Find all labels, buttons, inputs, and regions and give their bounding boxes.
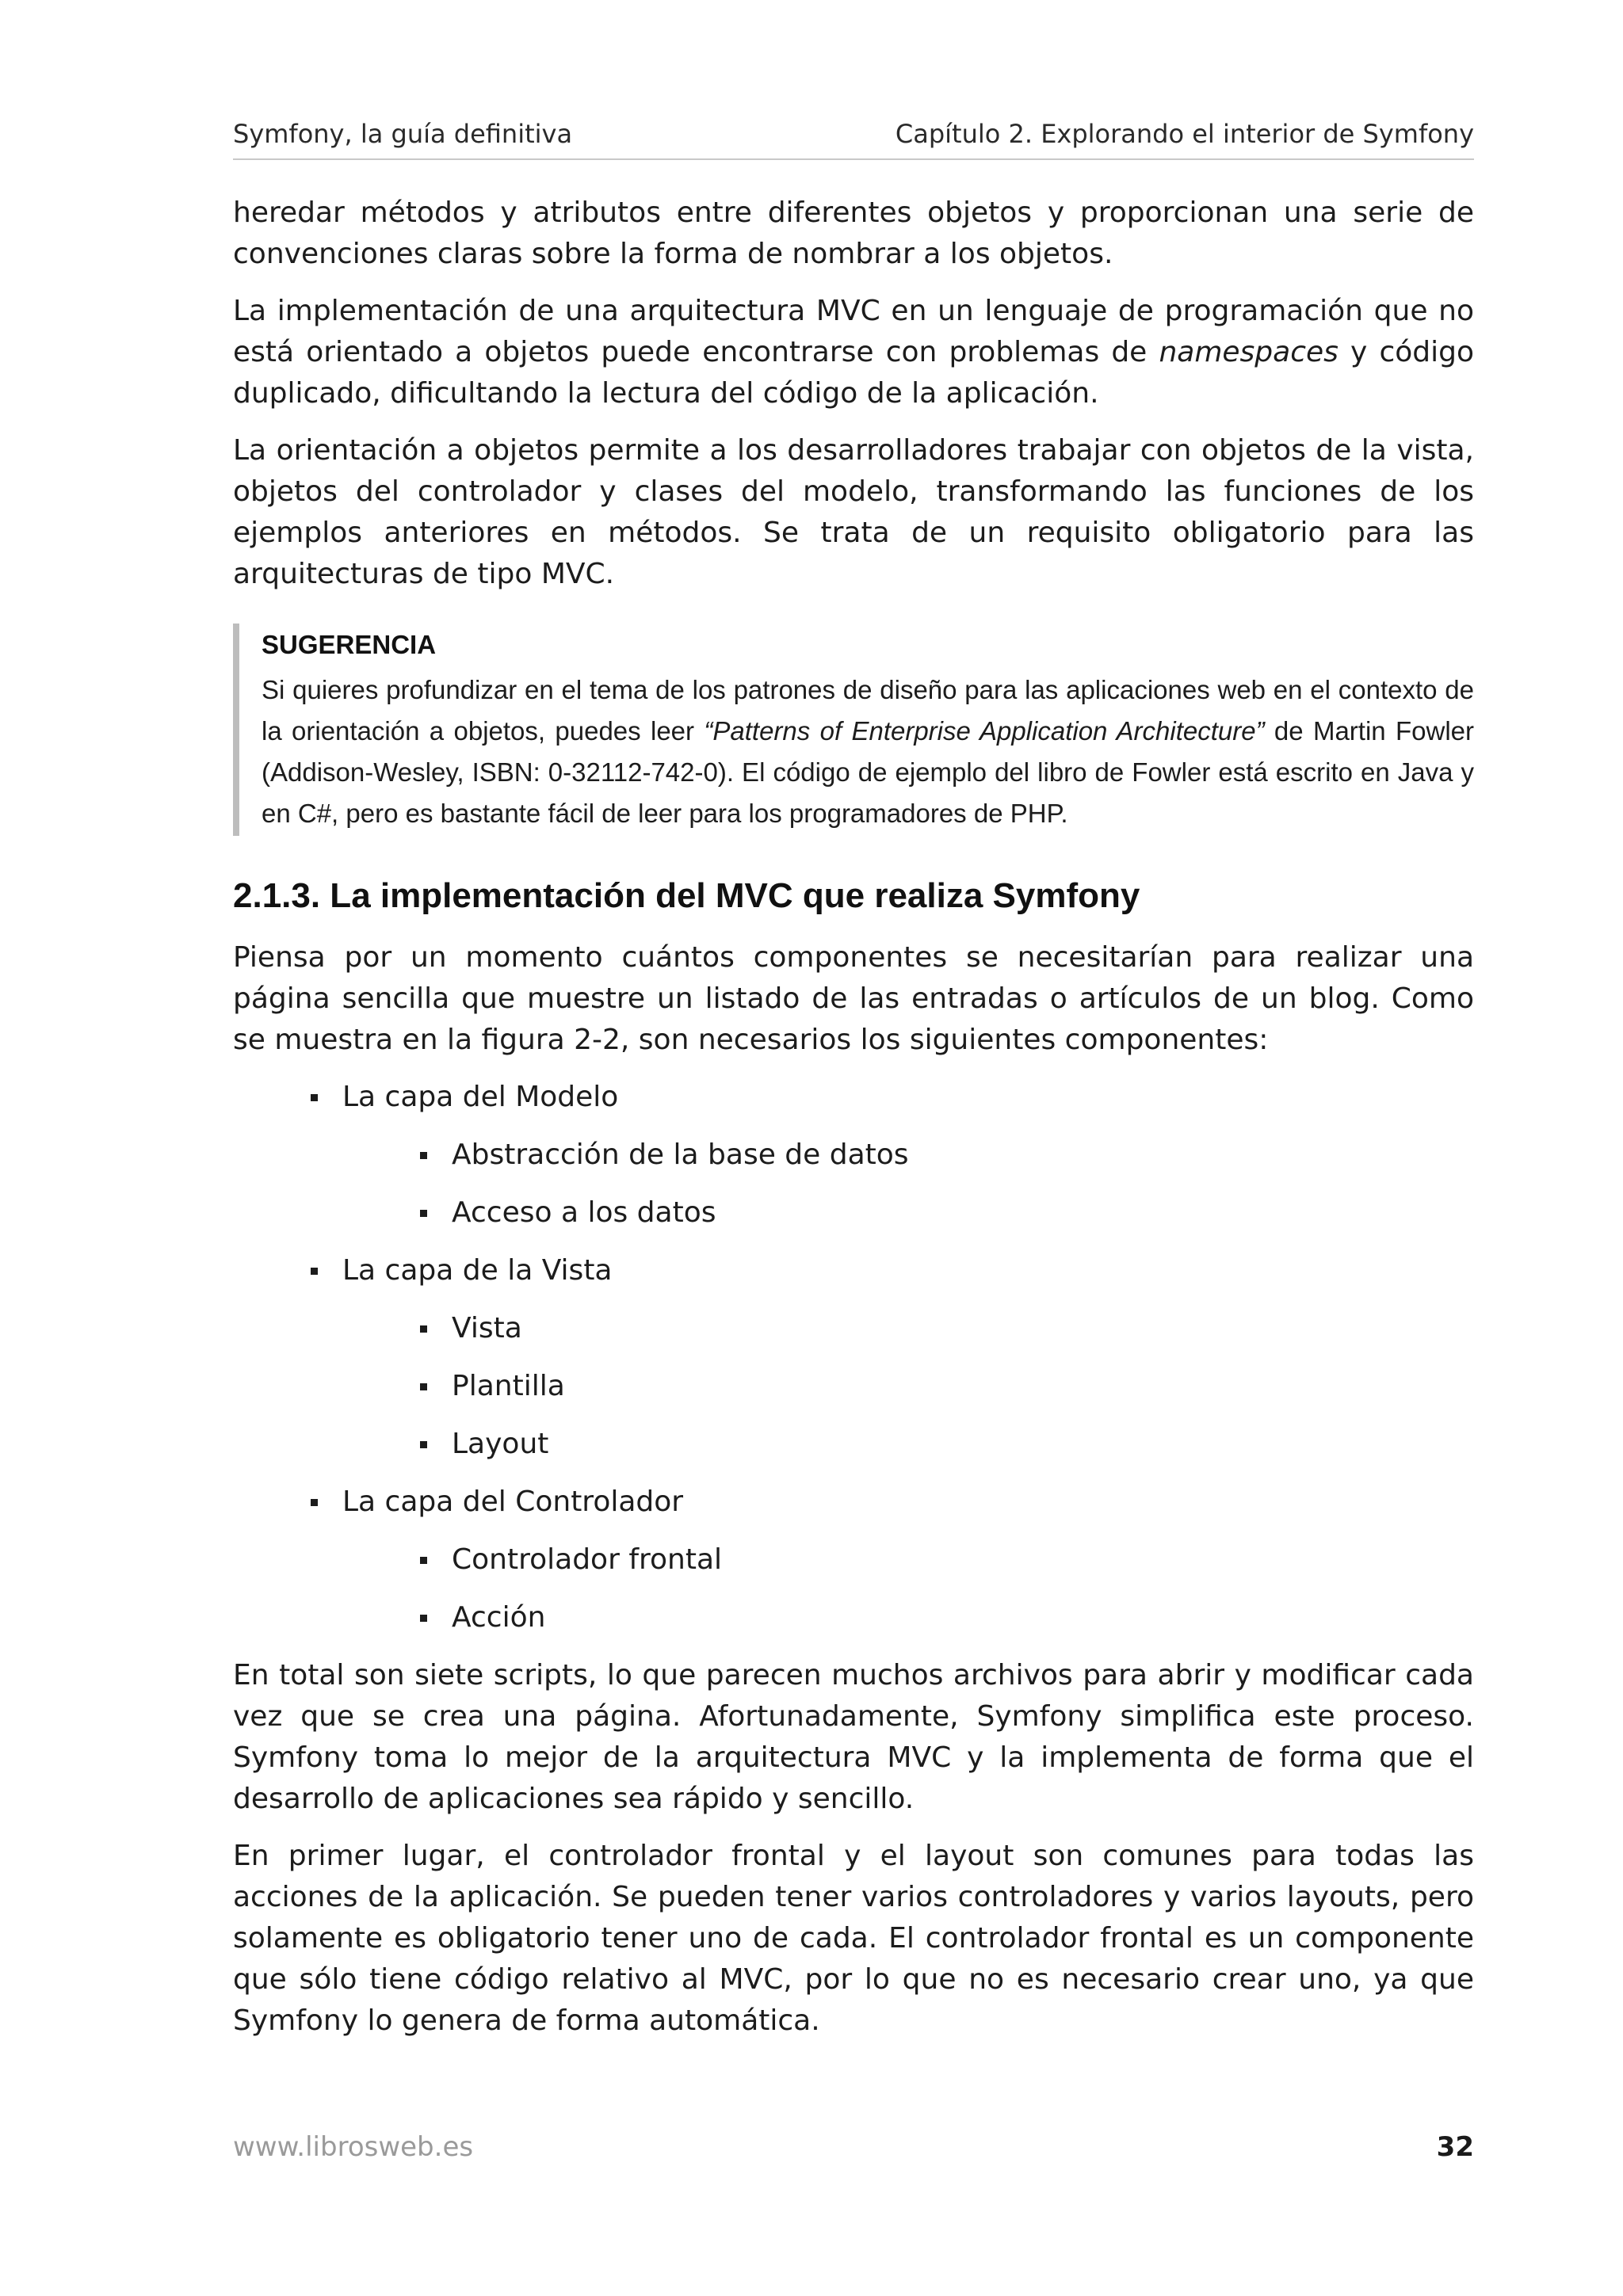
list-item	[233, 1366, 1474, 1407]
list-item-label: La capa de la Vista	[342, 1254, 613, 1287]
list-item	[233, 1192, 1474, 1234]
page-number: 32	[1436, 2131, 1474, 2163]
book-reference: “Patterns of Enterprise Application Architecture”	[704, 716, 1265, 746]
tip-box	[233, 624, 1474, 836]
list-item	[233, 1135, 1474, 1176]
bullet-icon	[420, 1152, 427, 1159]
list-item	[233, 1424, 1474, 1465]
components-list	[233, 1077, 1474, 1638]
paragraph: heredar métodos y atributos entre diferentes objetos y proporcionan una serie de convenciones claras sobre la forma de nombrar a los objetos.	[233, 196, 1474, 270]
running-header	[233, 119, 1474, 160]
bullet-icon	[420, 1615, 427, 1622]
bullet-icon	[311, 1268, 318, 1275]
list-item	[233, 1597, 1474, 1638]
list-item	[233, 1077, 1474, 1118]
website-link[interactable]: www.librosweb.es	[233, 2131, 474, 2163]
list-item-label: La capa del Controlador	[342, 1486, 684, 1518]
page-content	[233, 193, 1474, 2058]
paragraph-text: La implementación de una arquitectura MVC en un lenguaje de programación que no está orientado a objetos puede encontrarse con problemas de	[233, 295, 1474, 368]
list-item-label: Layout	[452, 1428, 549, 1460]
emphasis-term: namespaces	[1159, 336, 1338, 368]
bullet-icon	[420, 1441, 427, 1448]
tip-text: de Martin Fowler (Addison-Wesley, ISBN: 0-32112-742-0). El código de ejemplo del libro de Fowler está escrito en Java y en C#, pero es bastante fácil de leer para los programadores de PHP.	[262, 716, 1474, 828]
bullet-icon	[420, 1383, 427, 1390]
list-item-label: Controlador frontal	[452, 1543, 723, 1576]
bullet-icon	[420, 1210, 427, 1217]
tip-text: Si quieres profundizar en el tema de los patrones de diseño para las aplicaciones web en el contexto de la orientación a objetos, puedes leer	[262, 675, 1474, 746]
list-item-label: Vista	[452, 1312, 522, 1344]
paragraph: En primer lugar, el controlador frontal y el layout son comunes para todas las acciones de la aplicación. Se pueden tener varios controladores y varios layouts, pero solamente es obligatorio tener uno de cada. El controlador frontal es un componente que sólo tiene código relativo al MVC, por lo que no es necesario crear uno, ya que Symfony lo genera de forma automática.	[233, 1840, 1474, 2037]
tip-title: SUGERENCIA	[262, 630, 437, 659]
paragraph: En total son siete scripts, lo que parecen muchos archivos para abrir y modificar cada vez que se crea una página. Afortunadamente, Symfony simplifica este proceso. Symfony toma lo mejor de la arquitectura MVC y la implementa de forma que el desarrollo de aplicaciones sea rápido y sencillo.	[233, 1659, 1474, 1815]
book-title: Symfony, la guía definitiva	[233, 119, 573, 149]
list-item	[233, 1539, 1474, 1581]
bullet-icon	[311, 1094, 318, 1101]
list-item-label: Acción	[452, 1601, 546, 1634]
list-item-label: Abstracción de la base de datos	[452, 1138, 909, 1171]
chapter-title: Capítulo 2. Explorando el interior de Symfony	[895, 119, 1474, 149]
section-heading: 2.1.3. La implementación del MVC que realiza Symfony	[233, 876, 1140, 915]
paragraph-text: y código duplicado, dificultando la lectura del código de la aplicación.	[233, 336, 1475, 410]
tip-body	[262, 669, 1474, 834]
list-item-label: Plantilla	[452, 1370, 565, 1402]
paragraph: Piensa por un momento cuántos componentes se necesitarían para realizar una página sencilla que muestre un listado de las entradas o artículos de un blog. Como se muestra en la figura 2-2, son necesarios los siguientes componentes:	[233, 941, 1474, 1056]
list-item-label: Acceso a los datos	[452, 1196, 716, 1229]
bullet-icon	[311, 1499, 318, 1506]
list-item-label: La capa del Modelo	[342, 1081, 619, 1113]
list-item	[233, 1482, 1474, 1523]
paragraph: La orientación a objetos permite a los desarrolladores trabajar con objetos de la vista, objetos del controlador y clases del modelo, transformando las funciones de los ejemplos anteriores en métodos. Se trata de un requisito obligatorio para las arquitecturas de tipo MVC.	[233, 434, 1474, 590]
paragraph	[233, 291, 1474, 414]
list-item	[233, 1250, 1474, 1291]
list-item	[233, 1308, 1474, 1349]
bullet-icon	[420, 1325, 427, 1333]
bullet-icon	[420, 1557, 427, 1564]
page-footer	[233, 2131, 1474, 2171]
